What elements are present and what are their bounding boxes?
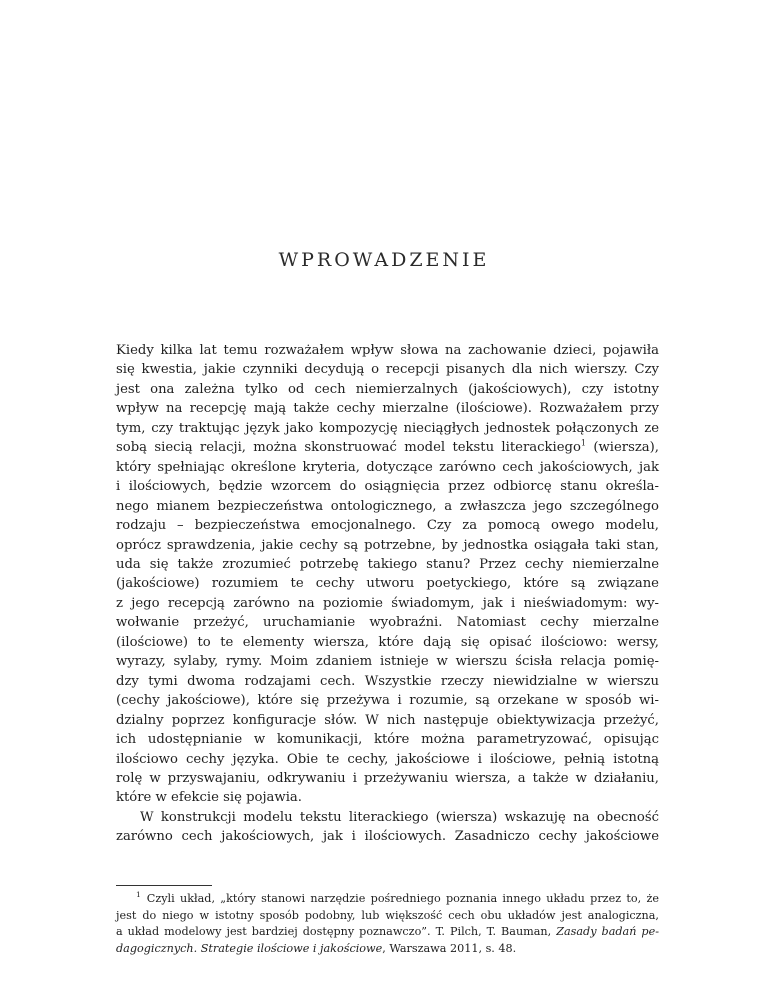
text-line: z jego recepcją zarówno na poziomie świadomym, jak i nieświadomym: wy- — [116, 595, 659, 611]
text-line: oprócz sprawdzenia, jakie cechy są potrzebne, by jednostka osiągała taki stan, — [116, 537, 659, 553]
footnote — [116, 891, 659, 957]
text-line: W konstrukcji modelu tekstu literackiego (wiersza) wskazuję na obecność — [140, 809, 659, 825]
text-line: jest ona zależna tylko od cech niemierzalnych (jakościowych), czy istotny — [116, 381, 659, 397]
text-line: tym, czy traktując język jako kompozycję nieciągłych jednostek połączonych ze — [116, 420, 659, 436]
text-line: (ilościowe) to te elementy wiersza, które dają się opisać ilościowo: wersy, — [116, 634, 659, 650]
text-line: rodzaju – bezpieczeństwa emocjonalnego. Czy za pomocą owego modelu, — [116, 518, 659, 534]
text-line: uda się także zrozumieć potrzebę takiego stanu? Przez cechy niemierzalne — [116, 556, 659, 572]
text-line: wpływ na recepcję mają także cechy mierzalne (ilościowe). Rozważałem przy — [116, 401, 659, 417]
footnote-text: Czyli układ, „który stanowi narzędzie pośredniego poznania innego układu przez to, że — [146, 892, 659, 905]
footnote-line — [116, 924, 659, 941]
text-segment: (wiersza), — [586, 440, 659, 456]
text-line: które w efekcie się pojawia. — [116, 790, 302, 806]
text-line: rolę w przyswajaniu, odkrywaniu i przeżywaniu wiersza, a także w działaniu, — [116, 770, 659, 786]
footnote-line — [116, 941, 659, 958]
footnote-text: a układ modelowy jest bardziej dostępny poznawczo”. T. Pilch, T. Bauman, — [116, 925, 557, 939]
text-line: dzialny poprzez konfiguracje słów. W nich następuje obiektywizacja przeżyć, — [116, 712, 659, 728]
footnote-line — [116, 891, 659, 908]
text-line: wyrazy, sylaby, rymy. Moim zdaniem istnieje w wierszu ścisła relacja pomię- — [116, 654, 659, 670]
text-line: (jakościowe) rozumiem te cechy utworu poetyckiego, które są związane — [116, 576, 659, 592]
text-line: i ilościowych, będzie wzorcem do osiągnięcia przez odbiorcę stanu określa- — [116, 479, 659, 495]
text-line: który spełniając określone kryteria, dotyczące zarówno cech jakościowych, jak — [116, 459, 659, 475]
text-segment: sobą siecią relacji, można skonstruować model tekstu literackiego — [116, 440, 581, 456]
chapter-title: WPROWADZENIE — [278, 249, 490, 271]
footnote-citation-title: dagogicznych. Strategie ilościowe i jakościowe — [116, 941, 383, 955]
text-line: Kiedy kilka lat temu rozważałem wpływ słowa na zachowanie dzieci, pojawiła — [116, 343, 659, 358]
text-line: wołwanie przeżyć, uruchamianie wyobraźni. Natomiast cechy mierzalne — [116, 615, 659, 631]
footnote-reference[interactable]: 1 — [580, 438, 586, 448]
footnote-citation-title: Zasady badań pe- — [556, 925, 659, 939]
text-line: ilościowo cechy języka. Obie te cechy, jakościowe i ilościowe, pełnią istotną — [116, 751, 659, 767]
footnote-text: , Warszawa 2011, s. 48. — [382, 941, 517, 955]
text-line: zarówno cech jakościowych, jak i ilościowych. Zasadniczo cechy jakościowe — [116, 829, 659, 845]
text-line: się kwestia, jakie czynniki decydują o recepcji pisanych dla nich wierszy. Czy — [116, 362, 659, 378]
text-line — [116, 438, 659, 457]
footnote-number: 1 — [136, 890, 141, 900]
text-line: ich udostępnianie w komunikacji, które można parametryzować, opisując — [116, 732, 659, 748]
footnote-line: jest do niego w istotny sposób podobny, lub większość cech obu układów jest analogiczna, — [116, 908, 659, 922]
text-line: dzy tymi dwoma rodzajami cech. Wszystkie rzeczy niewidzialne w wierszu — [116, 673, 659, 689]
text-line: (cechy jakościowe), które się przeżywa i rozumie, są orzekane w sposób wi- — [116, 693, 659, 709]
text-line: nego mianem bezpieczeństwa ontologicznego, a zwłaszcza jego szczególnego — [116, 498, 659, 514]
body-text — [116, 341, 659, 847]
footnote-separator — [116, 885, 212, 886]
